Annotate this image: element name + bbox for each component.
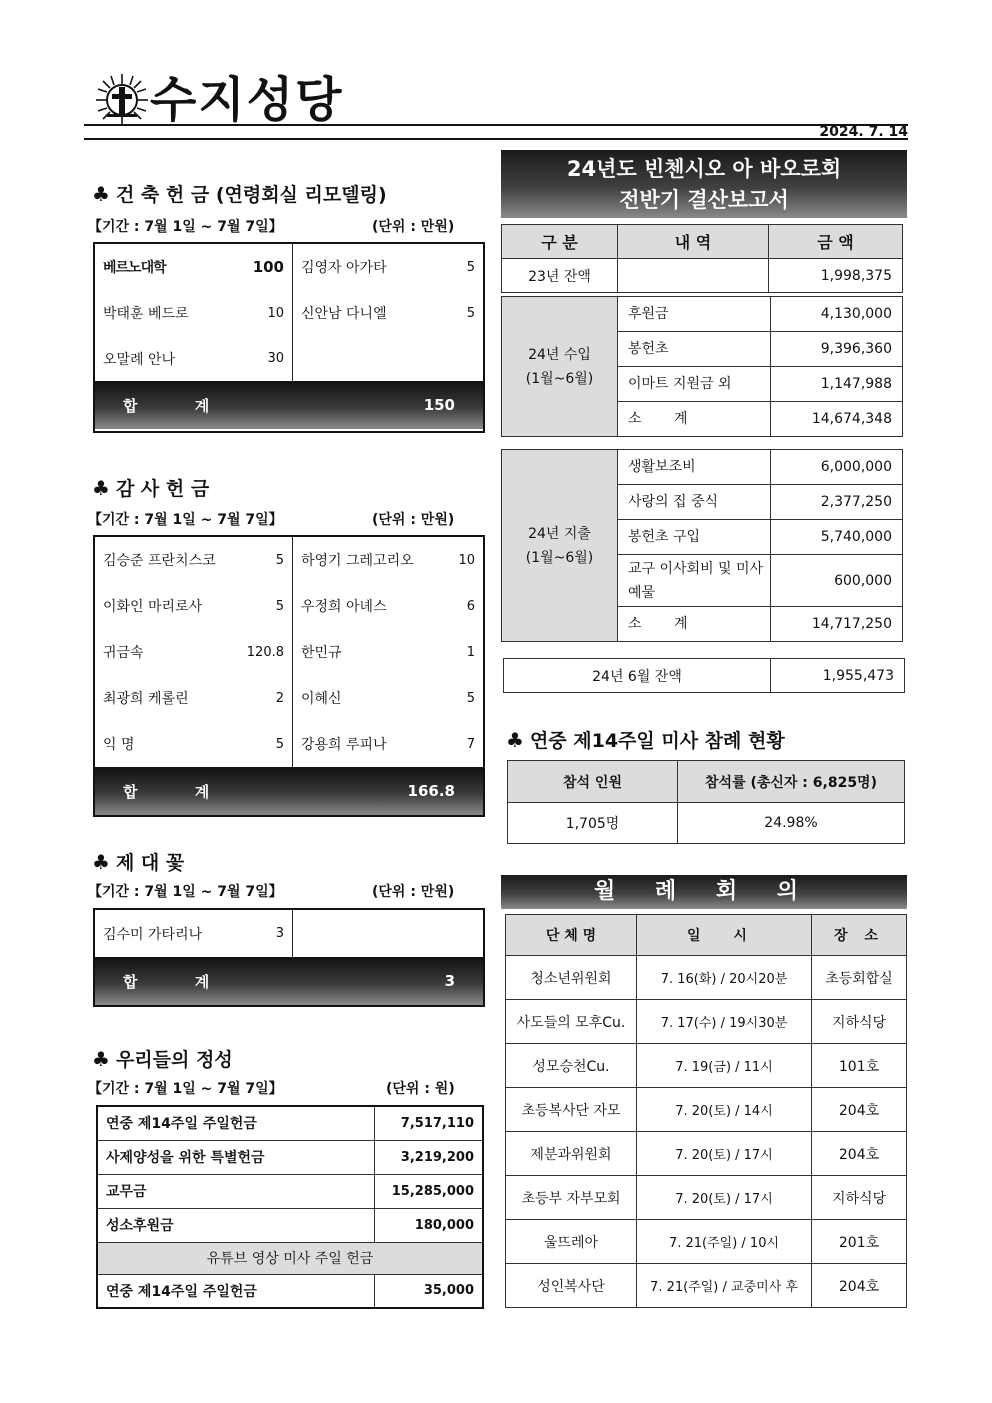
meeting-group: 초등부 자부모회 <box>506 1176 637 1220</box>
table-row <box>506 1088 907 1132</box>
donor-amount: 5 <box>275 598 284 614</box>
table-row <box>95 910 483 957</box>
offering-label: 성소후원금 <box>97 1208 374 1242</box>
club-icon: ♣ <box>92 476 110 500</box>
attendance-table <box>507 760 905 844</box>
meeting-group: 사도들의 모후Cu. <box>506 1000 637 1044</box>
offering-amount: 7,517,110 <box>374 1106 483 1140</box>
prev-balance-amount: 1,998,375 <box>769 259 903 293</box>
donor-amount: 6 <box>466 598 475 614</box>
meeting-time: 7. 20(토) / 17시 <box>637 1132 812 1176</box>
donor-name: 김수미 가타리나 <box>103 926 203 943</box>
offerings-table <box>96 1105 484 1309</box>
meeting-group: 청소년위원회 <box>506 956 637 1000</box>
donor-amount: 5 <box>466 305 475 321</box>
thanks-offering-table <box>93 535 485 817</box>
altar-flowers-period: 【기간 : 7월 1일 ~ 7월 7일】 <box>88 884 283 900</box>
report-item: 소 계 <box>618 402 771 437</box>
offering-label: 교무금 <box>97 1174 374 1208</box>
thanks-offering-total-bar <box>95 767 483 815</box>
offering-amount: 15,285,000 <box>374 1174 483 1208</box>
report-item: 사랑의 집 중식 <box>618 485 771 520</box>
parish-logo <box>92 70 152 130</box>
meeting-group: 울뜨레아 <box>506 1220 637 1264</box>
donor-name: 이혜신 <box>301 691 342 707</box>
donor-amount: 1 <box>466 644 475 660</box>
meeting-group: 제분과위원회 <box>506 1132 637 1176</box>
building-fund-period: 【기간 : 7월 1일 ~ 7월 7일】 <box>88 219 283 235</box>
offering-label: 사제양성을 위한 특별헌금 <box>97 1140 374 1174</box>
cross-sunburst-icon <box>92 70 152 130</box>
meetings-banner: 월 례 회 의 <box>501 875 907 909</box>
table-row <box>95 244 483 290</box>
meeting-place: 지하식당 <box>812 1000 907 1044</box>
building-fund-total-bar <box>95 381 483 429</box>
income-table <box>501 296 903 437</box>
club-icon: ♣ <box>92 182 110 206</box>
prev-balance-label: 23년 잔액 <box>502 259 618 293</box>
donor-name: 김영자 아가타 <box>301 260 387 276</box>
table-row <box>97 1140 483 1174</box>
altar-flowers-unit: (단위 : 만원) <box>372 884 455 900</box>
report-item: 후원금 <box>618 297 771 332</box>
meeting-time: 7. 19(금) / 11시 <box>637 1044 812 1088</box>
report-item: 봉헌초 <box>618 332 771 367</box>
report-amount: 600,000 <box>771 555 903 607</box>
col-attendance-rate: 참석률 (총신자 : 6,825명) <box>678 761 905 803</box>
report-item: 교구 이사회비 및 미사예물 <box>618 555 771 607</box>
donor-name: 강용희 루피나 <box>301 737 387 753</box>
meeting-time: 7. 21(주일) / 10시 <box>637 1220 812 1264</box>
table-row <box>95 290 483 336</box>
offerings-heading: ♣ 우리들의 정성 <box>92 1047 233 1071</box>
meeting-group: 성인복사단 <box>506 1264 637 1308</box>
building-fund-heading: ♣ 건 축 헌 금 (연령회실 리모델링) <box>92 182 387 206</box>
youtube-heading: 유튜브 영상 미사 주일 헌금 <box>97 1242 483 1274</box>
offerings-unit: (단위 : 원) <box>386 1081 455 1097</box>
offering-amount: 35,000 <box>374 1274 483 1308</box>
altar-flowers-total-bar <box>95 957 483 1005</box>
donor-amount: 10 <box>458 552 475 568</box>
meeting-place: 201호 <box>812 1220 907 1264</box>
donor-name: 이화인 마리로사 <box>103 599 203 615</box>
expense-table <box>501 449 903 642</box>
page-title: 수지성당 <box>150 72 344 128</box>
altar-flowers-heading: ♣ 제 대 꽃 <box>92 850 185 874</box>
offering-amount: 3,219,200 <box>374 1140 483 1174</box>
table-row <box>97 1174 483 1208</box>
total-amount: 3 <box>444 972 455 990</box>
donor-name: 우정희 아녜스 <box>301 599 387 615</box>
donor-amount: 7 <box>466 736 475 752</box>
offering-label: 연중 제14주일 주일헌금 <box>97 1274 374 1308</box>
table-row <box>506 1264 907 1308</box>
table-row <box>97 1274 483 1308</box>
meeting-time: 7. 21(주일) / 교중미사 후 <box>637 1264 812 1308</box>
table-header-row <box>506 915 907 956</box>
donor-amount: 5 <box>466 259 475 275</box>
meeting-place: 101호 <box>812 1044 907 1088</box>
meeting-place: 초등회합실 <box>812 956 907 1000</box>
meeting-time: 7. 16(화) / 20시20분 <box>637 956 812 1000</box>
meeting-place: 지하식당 <box>812 1176 907 1220</box>
meeting-group: 초등복사단 자모 <box>506 1088 637 1132</box>
meeting-place: 204호 <box>812 1088 907 1132</box>
report-amount: 1,147,988 <box>771 367 903 402</box>
donor-amount: 30 <box>267 351 284 366</box>
donor-amount: 5 <box>466 690 475 706</box>
meeting-place: 204호 <box>812 1132 907 1176</box>
altar-flowers-table <box>93 908 485 1007</box>
col-detail: 내 역 <box>618 225 769 259</box>
total-label: 합 계 <box>123 782 236 801</box>
offering-label: 연중 제14주일 주일헌금 <box>97 1106 374 1140</box>
total-label: 합 계 <box>123 972 236 991</box>
club-icon: ♣ <box>92 1047 110 1071</box>
donor-amount: 5 <box>275 552 284 568</box>
total-amount: 166.8 <box>407 782 455 800</box>
report-title-banner <box>501 150 907 218</box>
table-row <box>95 537 483 583</box>
donor-name: 하영기 그레고리오 <box>301 553 414 569</box>
table-row <box>506 1132 907 1176</box>
donor-name: 박태훈 베드로 <box>103 306 189 322</box>
donor-name: 오말례 안나 <box>103 351 176 368</box>
building-fund-table <box>93 242 485 433</box>
club-icon: ♣ <box>92 850 110 874</box>
donor-amount: 120.8 <box>246 644 284 660</box>
offerings-period: 【기간 : 7월 1일 ~ 7월 7일】 <box>88 1081 283 1097</box>
meeting-time: 7. 20(토) / 17시 <box>637 1176 812 1220</box>
attendance-count: 1,705명 <box>508 803 678 844</box>
table-header-row <box>502 225 903 259</box>
donor-name: 익 명 <box>103 737 135 753</box>
end-balance-amount: 1,955,473 <box>771 659 905 693</box>
col-amount: 금 액 <box>769 225 903 259</box>
meeting-place: 204호 <box>812 1264 907 1308</box>
report-item: 봉헌초 구입 <box>618 520 771 555</box>
donor-name: 신안남 다니엘 <box>301 306 387 322</box>
donor-amount: 100 <box>252 258 284 276</box>
col-place: 장 소 <box>812 915 907 956</box>
club-icon: ♣ <box>506 728 524 752</box>
meeting-group: 성모승천Cu. <box>506 1044 637 1088</box>
report-title-line1: 24년도 빈첸시오 아 바오로회 <box>566 157 842 181</box>
table-row <box>97 1208 483 1242</box>
meeting-time: 7. 17(수) / 19시30분 <box>637 1000 812 1044</box>
report-amount: 6,000,000 <box>771 450 903 485</box>
offering-amount: 180,000 <box>374 1208 483 1242</box>
group-label: 24년 수입 (1월~6월) <box>502 297 618 437</box>
donor-name: 한민규 <box>301 645 342 661</box>
thanks-offering-unit: (단위 : 만원) <box>372 512 455 528</box>
report-amount: 2,377,250 <box>771 485 903 520</box>
table-row <box>95 629 483 675</box>
report-header-table <box>501 224 903 293</box>
group-label: 24년 지출 (1월~6월) <box>502 450 618 642</box>
col-group: 단 체 명 <box>506 915 637 956</box>
table-row <box>506 1000 907 1044</box>
table-row <box>95 583 483 629</box>
table-row <box>506 956 907 1000</box>
donor-name: 최광희 케롤린 <box>103 691 189 707</box>
report-item: 생활보조비 <box>618 450 771 485</box>
table-row <box>502 297 903 332</box>
attendance-rate: 24.98% <box>678 803 905 844</box>
table-header-row <box>508 761 905 803</box>
table-row <box>97 1106 483 1140</box>
report-amount: 14,717,250 <box>771 607 903 642</box>
meetings-table <box>505 914 907 1308</box>
thanks-offering-heading: ♣ 감 사 헌 금 <box>92 476 210 500</box>
donor-name: 귀금속 <box>103 645 144 661</box>
issue-date: 2024. 7. 14 <box>819 124 908 140</box>
attendance-heading: ♣ 연중 제14주일 미사 참례 현황 <box>506 728 785 752</box>
table-row <box>504 659 905 693</box>
donor-name: 베르노대학 <box>103 260 166 276</box>
col-attendance-count: 참석 인원 <box>508 761 678 803</box>
donor-amount: 3 <box>275 926 284 941</box>
header-rule <box>84 124 908 140</box>
table-row <box>502 450 903 485</box>
report-item: 이마트 지원금 외 <box>618 367 771 402</box>
end-balance-table <box>503 658 905 693</box>
meeting-time: 7. 20(토) / 14시 <box>637 1088 812 1132</box>
end-balance-label: 24년 6월 잔액 <box>504 659 771 693</box>
table-row <box>508 803 905 844</box>
building-fund-unit: (단위 : 만원) <box>372 219 455 235</box>
report-item: 소 계 <box>618 607 771 642</box>
report-amount: 14,674,348 <box>771 402 903 437</box>
thanks-offering-period: 【기간 : 7월 1일 ~ 7월 7일】 <box>88 512 283 528</box>
report-title-line2: 전반기 결산보고서 <box>619 188 789 212</box>
table-row <box>506 1176 907 1220</box>
total-amount: 150 <box>423 396 455 414</box>
table-row <box>506 1220 907 1264</box>
table-row <box>95 721 483 767</box>
donor-amount: 2 <box>275 690 284 706</box>
report-amount: 5,740,000 <box>771 520 903 555</box>
report-amount: 9,396,360 <box>771 332 903 367</box>
table-row <box>502 259 903 293</box>
donor-amount: 10 <box>267 305 284 321</box>
col-time: 일 시 <box>637 915 812 956</box>
table-row <box>97 1242 483 1274</box>
donor-amount: 5 <box>275 736 284 752</box>
col-category: 구 분 <box>502 225 618 259</box>
total-label: 합 계 <box>123 396 236 415</box>
table-row <box>506 1044 907 1088</box>
table-row <box>95 336 483 381</box>
report-amount: 4,130,000 <box>771 297 903 332</box>
donor-name: 김승준 프란치스코 <box>103 553 216 569</box>
table-row <box>95 675 483 721</box>
